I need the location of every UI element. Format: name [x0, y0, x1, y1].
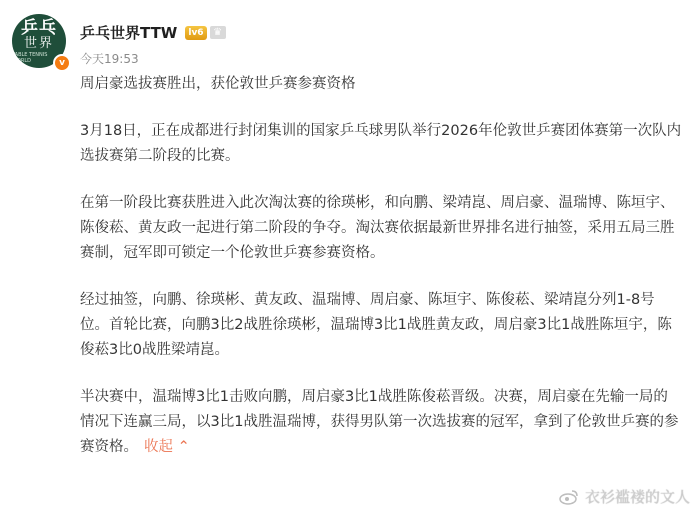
post-paragraph-last — [80, 385, 682, 460]
level-badge: lv6 — [185, 26, 206, 40]
post-headline: 周启豪选拔赛胜出，获伦敦世乒赛参赛资格 — [80, 76, 356, 92]
post-timestamp[interactable]: 今天19:53 — [80, 52, 139, 66]
post-paragraph: 3月18日，正在成都进行封闭集训的国家乒乓球男队举行2026年伦敦世乒赛团体赛第一次队内选拔赛第二阶段的比赛。 — [80, 123, 682, 164]
chevron-up-icon: ⌃ — [177, 439, 190, 455]
avatar-logo-top: 乒乓 — [21, 17, 57, 38]
post-paragraph: 经过抽签，向鹏、徐瑛彬、黄友政、温瑞博、周启豪、陈垣宇、陈俊菘、梁靖崑分列1-8号位。首轮比赛，向鹏3比2战胜徐瑛彬，温瑞博3比1战胜黄友政，周启豪3比1战胜陈垣宇，陈俊菘3比0战胜梁靖崑。 — [80, 292, 672, 358]
post-paragraph-text: 半决赛中，温瑞博3比1击败向鹏，周启豪3比1战胜陈俊菘晋级。决赛，周启豪在先输一局的情况下连赢三局，以3比1战胜温瑞博，获得男队第一次选拔赛的冠军，拿到了伦敦世乒赛的参赛资格。 — [80, 389, 679, 455]
collapse-button[interactable] — [144, 439, 190, 455]
post-header — [80, 22, 226, 43]
avatar-logo-small: TABLE TENNIS WORLD — [12, 51, 48, 64]
post-paragraph: 在第一阶段比赛获胜进入此次淘汰赛的徐瑛彬，和向鹏、梁靖崑、周启豪、温瑞博、陈垣宇、陈俊菘、黄友政一起进行第二阶段的争夺。淘汰赛依据最新世界排名进行抽签，采用五局三胜赛制，冠军即可锁定一个伦敦世乒赛参赛资格。 — [80, 195, 675, 261]
post-body — [80, 72, 682, 482]
verified-badge-icon: v — [53, 54, 71, 72]
crown-badge-icon: ♛ — [210, 26, 226, 39]
collapse-label: 收起 — [144, 439, 173, 455]
watermark — [559, 486, 690, 507]
user-badges — [185, 26, 225, 40]
weibo-icon — [559, 489, 579, 505]
username-link[interactable]: 乒乓世界TTW — [80, 24, 178, 42]
watermark-text: 衣衫褴褛的文人 — [584, 488, 690, 506]
avatar-logo-bottom: 世界 — [23, 35, 54, 51]
